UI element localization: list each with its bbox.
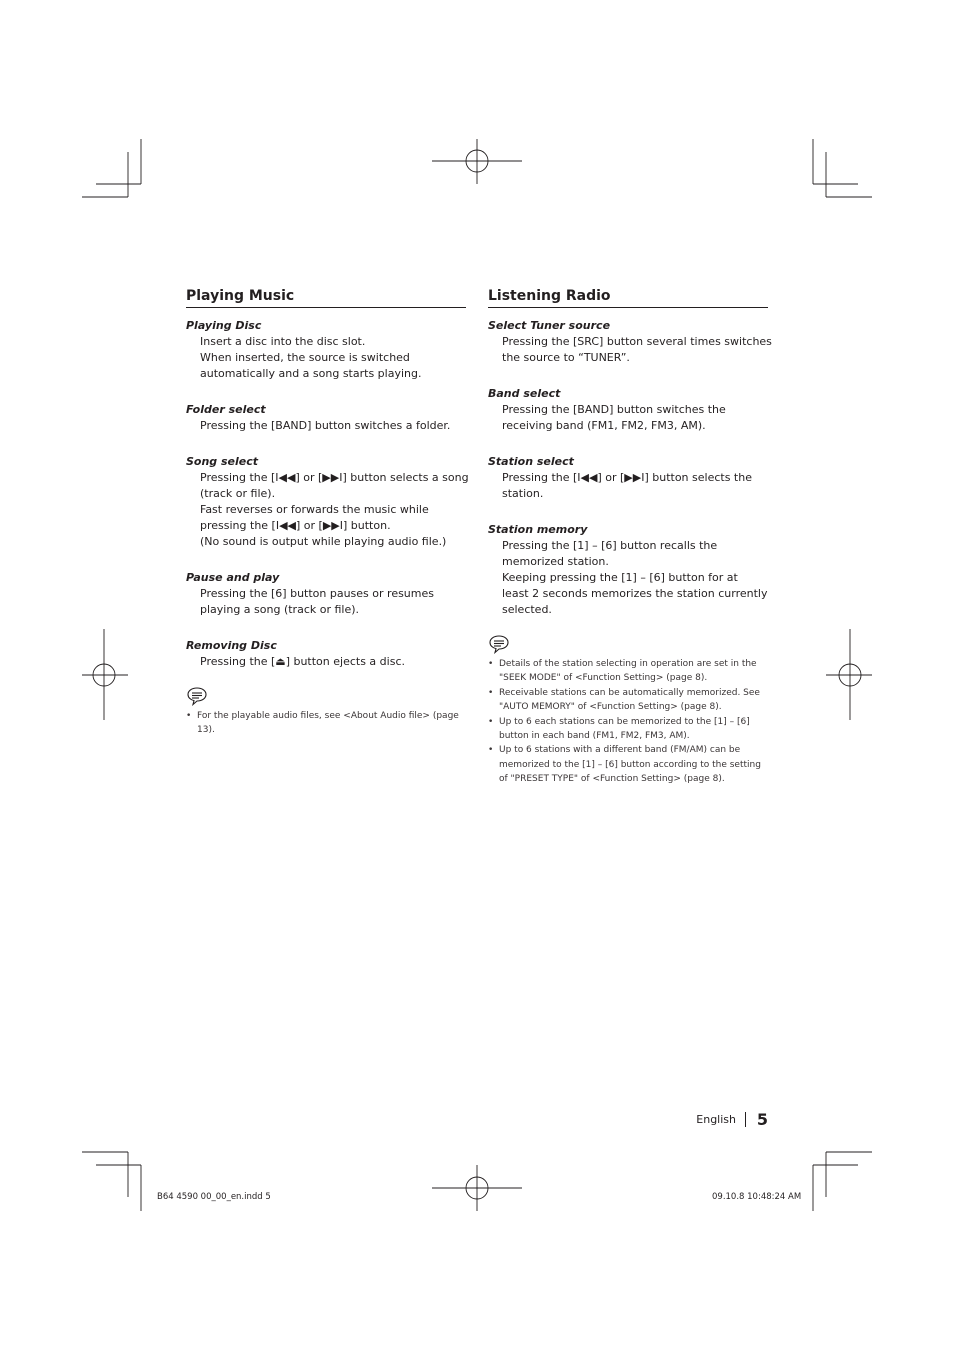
playing-music-column xyxy=(186,286,469,738)
footer-divider xyxy=(745,1112,746,1127)
note-line: "SEEK MODE" of <Function Setting> (page 8). xyxy=(499,673,708,684)
subsection-song-select xyxy=(186,454,469,550)
crop-mark-icon xyxy=(813,139,872,197)
crop-mark-icon xyxy=(82,139,141,197)
print-file-slug: B64 4590 00_00_en.indd 5 xyxy=(157,1192,271,1202)
note-list xyxy=(186,709,466,738)
registration-mark-icon xyxy=(826,629,872,720)
body-line: memorized station. xyxy=(502,555,609,568)
subsection-title: Band select xyxy=(488,387,561,400)
note-item xyxy=(488,657,768,686)
subsection-title: Removing Disc xyxy=(186,639,277,652)
body-line: Pressing the [1] – [6] button recalls the xyxy=(502,539,718,552)
page-language: English xyxy=(696,1113,736,1126)
body-line: Pressing the [6] button pauses or resumes xyxy=(200,587,434,600)
listening-radio-column xyxy=(488,286,772,787)
note-item xyxy=(186,709,466,738)
body-line: station. xyxy=(502,487,544,500)
note-block xyxy=(186,686,466,738)
subsection-title: Playing Disc xyxy=(186,319,262,332)
body-line: Keeping pressing the [1] – [6] button for at xyxy=(502,571,738,584)
subsection-title: Folder select xyxy=(186,403,266,416)
note-speech-bubble-icon xyxy=(186,686,208,706)
note-line: 13). xyxy=(197,725,215,736)
subsection-playing-disc xyxy=(186,318,466,382)
note-line: • For the playable audio files, see <About Audio file> (page xyxy=(197,711,459,721)
body-line: receiving band (FM1, FM2, FM3, AM). xyxy=(502,419,706,432)
subsection-title: Station memory xyxy=(488,523,588,536)
note-line: button in each band (FM1, FM2, FM3, AM). xyxy=(499,731,690,742)
registration-mark-icon xyxy=(432,139,522,184)
note-line: • Details of the station selecting in operation are set in the xyxy=(499,659,757,669)
body-line: Pressing the [I◀◀] or [▶▶I] button selects a song xyxy=(200,471,469,484)
crop-mark-icon xyxy=(82,1152,141,1211)
body-line: When inserted, the source is switched xyxy=(200,351,410,364)
body-line: least 2 seconds memorizes the station currently xyxy=(502,587,768,600)
subsection-title: Pause and play xyxy=(186,571,280,584)
note-item xyxy=(488,743,768,786)
subsection-select-tuner-source xyxy=(488,318,772,366)
subsection-station-memory xyxy=(488,522,768,618)
body-line: the source to “TUNER”. xyxy=(502,351,630,364)
subsection-station-select xyxy=(488,454,768,502)
note-line: "AUTO MEMORY" of <Function Setting> (page 8). xyxy=(499,702,722,713)
page-number: 5 xyxy=(756,1110,768,1129)
registration-mark-icon xyxy=(82,629,128,720)
body-line: selected. xyxy=(502,603,552,616)
note-block xyxy=(488,634,768,787)
subsection-pause-and-play xyxy=(186,570,466,618)
subsection-removing-disc xyxy=(186,638,466,670)
body-line: Pressing the [SRC] button several times switches xyxy=(502,335,772,348)
note-item xyxy=(488,686,768,715)
note-line: memorized to the [1] – [6] button according to the setting xyxy=(499,759,761,770)
note-speech-bubble-icon xyxy=(488,634,510,654)
subsection-band-select xyxy=(488,386,768,434)
body-line: (No sound is output while playing audio file.) xyxy=(200,535,447,548)
section-title-listening-radio: Listening Radio xyxy=(488,286,768,308)
body-line: Pressing the [BAND] button switches a folder. xyxy=(200,419,451,432)
body-line: Pressing the [I◀◀] or [▶▶I] button selects the xyxy=(502,471,752,484)
print-timestamp: 09.10.8 10:48:24 AM xyxy=(712,1192,802,1202)
body-line: Pressing the [BAND] button switches the xyxy=(502,403,726,416)
body-line: Fast reverses or forwards the music while xyxy=(200,503,429,516)
crop-mark-icon xyxy=(813,1152,872,1211)
note-item xyxy=(488,715,768,744)
body-line: automatically and a song starts playing. xyxy=(200,367,422,380)
body-line: playing a song (track or file). xyxy=(200,603,360,616)
note-list xyxy=(488,657,768,787)
note-line: of "PRESET TYPE" of <Function Setting> (page 8). xyxy=(499,774,725,785)
note-line: • Up to 6 stations with a different band (FM/AM) can be xyxy=(499,745,741,756)
body-line: Pressing the [⏏] button ejects a disc. xyxy=(200,655,405,668)
subsection-title: Song select xyxy=(186,455,259,468)
note-line: • Receivable stations can be automatically memorized. See xyxy=(499,687,760,698)
section-title-playing-music: Playing Music xyxy=(186,286,466,308)
subsection-title: Select Tuner source xyxy=(488,319,611,332)
body-line: Insert a disc into the disc slot. xyxy=(200,335,366,348)
subsection-title: Station select xyxy=(488,455,574,468)
body-line: pressing the [I◀◀] or [▶▶I] button. xyxy=(200,519,391,532)
note-line: • Up to 6 each stations can be memorized to the [1] – [6] xyxy=(499,716,750,727)
registration-mark-icon xyxy=(432,1165,522,1211)
page-footer xyxy=(640,1110,768,1132)
body-line: (track or file). xyxy=(200,487,276,500)
subsection-folder-select xyxy=(186,402,466,434)
